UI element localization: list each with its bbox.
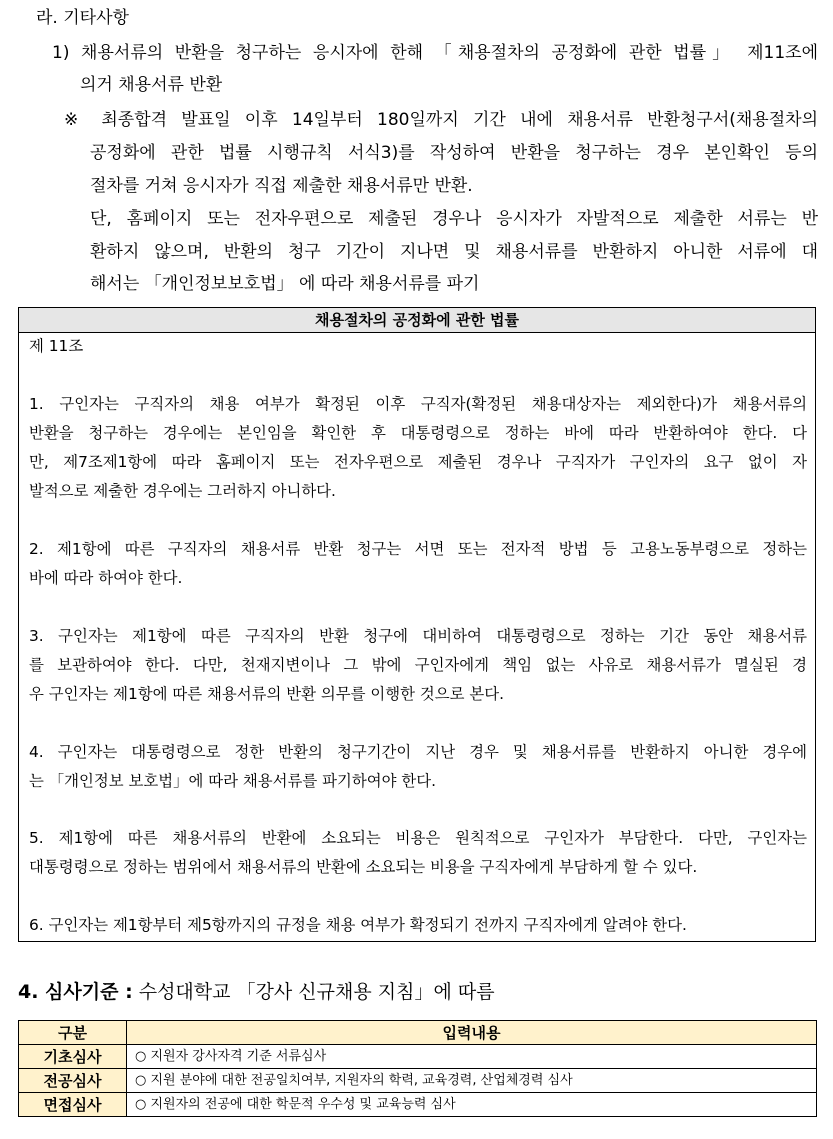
law-line: 6. 구인자는 제1항부터 제5항까지의 규정을 채용 여부가 확정되기 전까지 구직자에게 알려야 한다. bbox=[29, 916, 687, 934]
column-header-content: 입력내용 bbox=[127, 1021, 817, 1045]
table-row bbox=[19, 1093, 817, 1117]
table-header-row bbox=[19, 1021, 817, 1045]
row-content: ○ 지원 분야에 대한 전공일치여부, 지원자의 학력, 교육경력, 산업체경력 심사 bbox=[127, 1069, 817, 1093]
law-box-title: 채용절차의 공정화에 관한 법률 bbox=[19, 308, 815, 333]
law-paragraph-5 bbox=[29, 824, 807, 882]
criteria-table bbox=[18, 1020, 817, 1117]
section-4-heading bbox=[18, 978, 495, 1006]
row-label: 전공심사 bbox=[19, 1069, 127, 1093]
note-line-1: ※ 최종합격 발표일 이후 14일부터 180일까지 기간 내에 채용서류 반환청구서(채용절차의 bbox=[64, 110, 818, 130]
section-heading: 라. 기타사항 bbox=[36, 8, 129, 28]
law-line: 4. 구인자는 대통령령으로 정한 반환의 청구기간이 지난 경우 및 채용서류를 반환하지 아니한 경우에 bbox=[29, 743, 807, 761]
law-line: 1. 구인자는 구직자의 채용 여부가 확정된 이후 구직자(확정된 채용대상자는 제외한다)가 채용서류의 bbox=[29, 395, 807, 413]
law-paragraph-3 bbox=[29, 622, 807, 709]
section-4-heading-bold: 4. 심사기준 : bbox=[18, 981, 133, 1003]
item-1-line-1: 1) 채용서류의 반환을 청구하는 응시자에 한해 「채용절차의 공정화에 관한 법률」 제11조에 bbox=[52, 43, 818, 63]
law-line: 2. 제1항에 따른 구직자의 채용서류 반환 청구는 서면 또는 전자적 방법 등 고용노동부령으로 정하는 bbox=[29, 540, 807, 558]
note-line-3: 절차를 거쳐 응시자가 직접 제출한 채용서류만 반환. bbox=[90, 176, 473, 196]
law-line: 반환을 청구하는 경우에는 본인임을 확인한 후 대통령령으로 정하는 바에 따라 반환하여야 한다. 다 bbox=[29, 424, 807, 442]
law-line: 를 보관하여야 한다. 다만, 천재지변이나 그 밖에 구인자에게 책임 없는 사유로 채용서류가 멸실된 경 bbox=[29, 656, 807, 674]
table-row bbox=[19, 1045, 817, 1069]
law-paragraph-6 bbox=[29, 911, 807, 940]
note-line-4: 단, 홈페이지 또는 전자우편으로 제출된 경우나 응시자가 자발적으로 제출한 서류는 반 bbox=[90, 209, 818, 229]
law-line: 바에 따라 하여야 한다. bbox=[29, 569, 183, 587]
note-line-5: 환하지 않으며, 반환의 청구 기간이 지나면 및 채용서류를 반환하지 아니한 서류에 대 bbox=[90, 242, 818, 262]
note-line-6: 해서는 「개인정보보호법」 에 따라 채용서류를 파기 bbox=[90, 274, 480, 294]
law-box bbox=[18, 307, 816, 942]
law-paragraph-4 bbox=[29, 738, 807, 796]
law-line: 5. 제1항에 따른 채용서류의 반환에 소요되는 비용은 원칙적으로 구인자가 부담한다. 다만, 구인자는 bbox=[29, 829, 807, 847]
law-line: 3. 구인자는 제1항에 따른 구직자의 반환 청구에 대비하여 대통령령으로 정하는 기간 동안 채용서류 bbox=[29, 627, 807, 645]
law-line: 대통령령으로 정하는 범위에서 채용서류의 반환에 소요되는 비용을 구직자에게 부담하게 할 수 있다. bbox=[29, 858, 698, 876]
row-content: ○ 지원자의 전공에 대한 학문적 우수성 및 교육능력 심사 bbox=[127, 1093, 817, 1117]
row-content: ○ 지원자 강사자격 기준 서류심사 bbox=[127, 1045, 817, 1069]
law-line: 만, 제7조제1항에 따라 홈페이지 또는 전자우편으로 제출된 경우나 구직자가 구인자의 요구 없이 자 bbox=[29, 453, 807, 471]
item-1-line-2: 의거 채용서류 반환 bbox=[80, 75, 223, 95]
law-paragraph-1 bbox=[29, 390, 807, 506]
note-line-2: 공정화에 관한 법률 시행규칙 서식3)를 작성하여 반환을 청구하는 경우 본인확인 등의 bbox=[90, 143, 818, 163]
row-label: 기초심사 bbox=[19, 1045, 127, 1069]
law-paragraph-2 bbox=[29, 535, 807, 593]
column-header-category: 구분 bbox=[19, 1021, 127, 1045]
law-line: 는 「개인정보 보호법」에 따라 채용서류를 파기하여야 한다. bbox=[29, 772, 436, 790]
table-row bbox=[19, 1069, 817, 1093]
law-line: 우 구인자는 제1항에 따른 채용서류의 반환 의무를 이행한 것으로 본다. bbox=[29, 685, 505, 703]
row-label: 면접심사 bbox=[19, 1093, 127, 1117]
section-4-heading-rest: 수성대학교 「강사 신규채용 지침」에 따름 bbox=[132, 981, 495, 1003]
law-line: 발적으로 제출한 경우에는 그러하지 아니하다. bbox=[29, 482, 336, 500]
law-article: 제 11조 bbox=[29, 337, 84, 355]
